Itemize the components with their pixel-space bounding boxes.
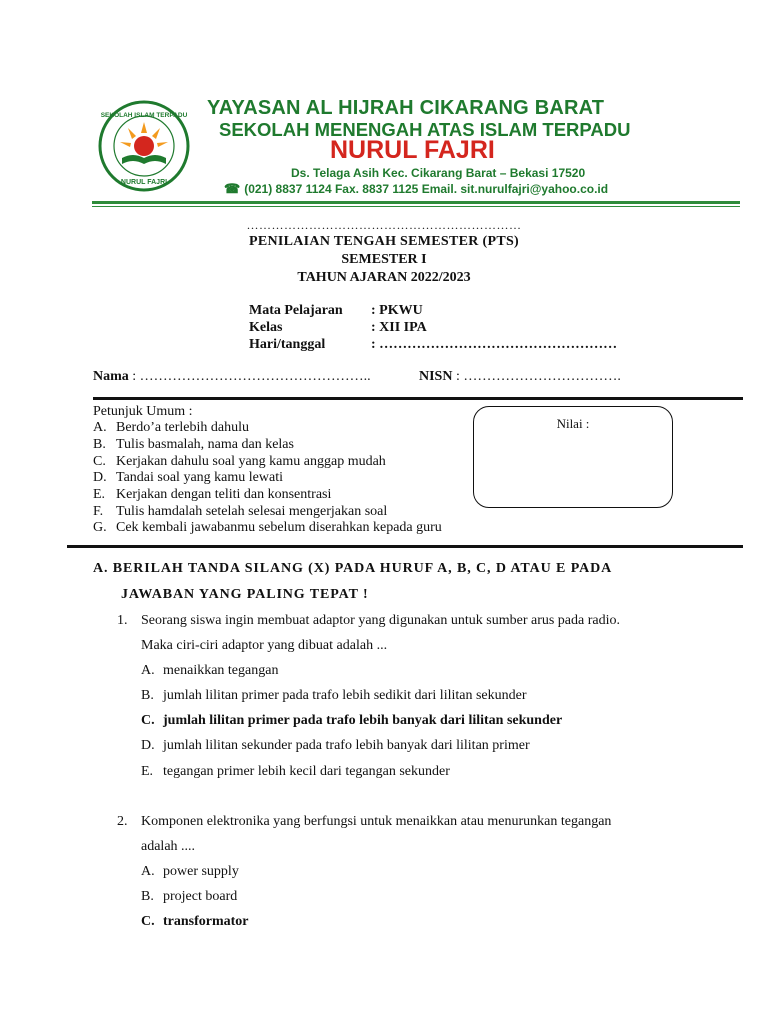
subject-label: Mata Pelajaran <box>249 303 343 318</box>
section-divider <box>93 397 743 400</box>
svg-text:NURUL FAJRI: NURUL FAJRI <box>120 179 168 186</box>
instructions-title: Petunjuk Umum : <box>93 404 193 419</box>
exam-year: TAHUN AJARAN 2022/2023 <box>297 270 471 285</box>
question-text: Komponen elektronika yang berfungsi untuk menaikkan atau menurunkan tegangan <box>141 814 612 829</box>
answer-option-correct: C. jumlah lilitan primer pada trafo lebih banyak dari lilitan sekunder <box>141 713 563 728</box>
instruction-item: D. Tandai soal yang kamu lewati <box>93 470 283 485</box>
school-emblem-icon <box>92 100 196 192</box>
class-label: Kelas <box>249 320 283 335</box>
question-number: 2. <box>117 814 128 829</box>
exam-title: PENILAIAN TENGAH SEMESTER (PTS) <box>248 234 520 249</box>
answer-option: B. jumlah lilitan primer pada trafo lebih sedikit dari lilitan sekunder <box>141 688 527 703</box>
title-dots: ………………………………………………………… <box>246 218 522 232</box>
question-text: Seorang siswa ingin membuat adaptor yang digunakan untuk sumber arus pada radio. <box>141 613 620 628</box>
date-value: : …………………………………………… <box>371 337 618 352</box>
answer-option: B. project board <box>141 889 238 904</box>
school-contact <box>224 181 608 197</box>
foundation-name: YAYASAN AL HIJRAH CIKARANG BARAT <box>207 97 605 119</box>
section-a-heading-cont: JAWABAN YANG PALING TEPAT ! <box>121 587 369 602</box>
question-text-cont: Maka ciri-ciri adaptor yang dibuat adalah ... <box>141 638 388 653</box>
phone-icon: ☎ <box>224 181 241 196</box>
question-number: 1. <box>117 613 128 628</box>
header-divider-thin <box>92 206 740 207</box>
answer-option: E. tegangan primer lebih kecil dari tegangan sekunder <box>141 764 450 779</box>
instruction-item: A. Berdo’a terlebih dahulu <box>93 420 249 435</box>
school-address: Ds. Telaga Asih Kec. Cikarang Barat – Bekasi 17520 <box>291 166 586 180</box>
subject-value: : PKWU <box>371 303 423 318</box>
name-row <box>93 369 371 385</box>
name-label: Nama <box>93 369 129 384</box>
school-name: NURUL FAJRI <box>330 136 495 164</box>
instruction-item: B. Tulis basmalah, nama dan kelas <box>93 437 294 452</box>
instruction-item: G. Cek kembali jawabanmu sebelum diserahkan kepada guru <box>93 520 442 535</box>
instruction-item: F. Tulis hamdalah setelah selesai mengerjakan soal <box>93 504 388 519</box>
school-type: SEKOLAH MENENGAH ATAS ISLAM TERPADU <box>219 119 631 140</box>
answer-option-correct: C. transformator <box>141 914 249 929</box>
nisn-field: : ……………………………. <box>452 369 621 384</box>
nisn-row <box>419 369 621 385</box>
date-label: Hari/tanggal <box>249 337 326 352</box>
question-text-cont: adalah .... <box>141 839 196 854</box>
section-a-heading: A. BERILAH TANDA SILANG (X) PADA HURUF A, B, C, D ATAU E PADA <box>93 561 613 576</box>
score-label: Nilai : <box>556 416 590 431</box>
nisn-label: NISN <box>419 369 453 384</box>
instruction-item: E. Kerjakan dengan teliti dan konsentrasi <box>93 487 332 502</box>
exam-semester: SEMESTER I <box>341 252 427 267</box>
answer-option: A. menaikkan tegangan <box>141 663 279 678</box>
section-divider-main <box>67 545 743 548</box>
svg-text:SEKOLAH ISLAM TERPADU: SEKOLAH ISLAM TERPADU <box>100 112 188 119</box>
answer-option: D. jumlah lilitan sekunder pada trafo lebih banyak dari lilitan primer <box>141 738 530 753</box>
score-box <box>473 406 673 508</box>
class-value: : XII IPA <box>371 320 427 335</box>
name-field: : ………………………………………….. <box>128 369 371 384</box>
header-divider <box>92 201 740 204</box>
answer-option: A. power supply <box>141 864 239 879</box>
contact-text: (021) 8837 1124 Fax. 8837 1125 Email. sit.nurulfajri@yahoo.co.id <box>244 182 609 196</box>
instruction-item: C. Kerjakan dahulu soal yang kamu anggap mudah <box>93 454 386 469</box>
